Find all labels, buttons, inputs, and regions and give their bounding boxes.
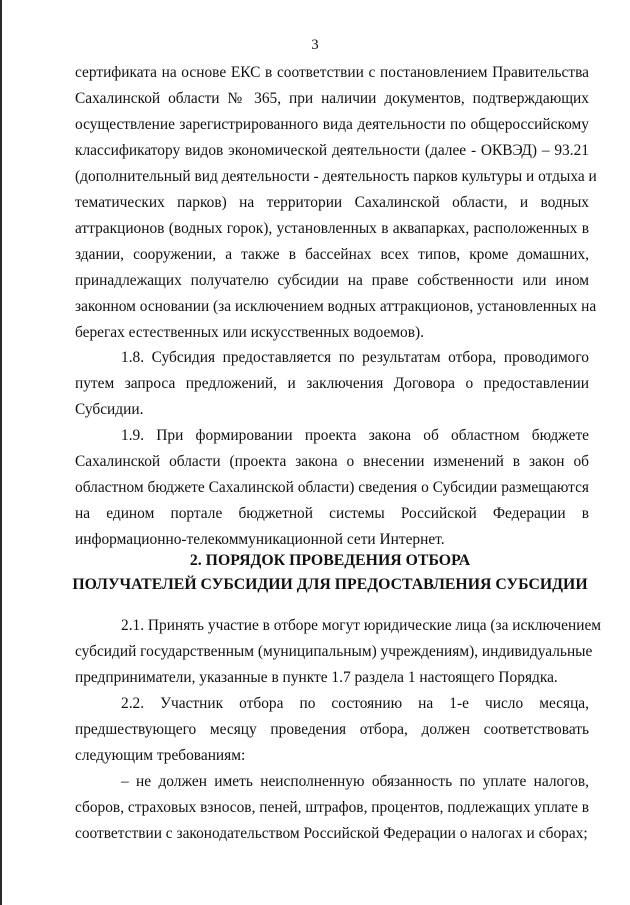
text-line: информационно-телекоммуникационной сети Интернет. <box>75 531 445 548</box>
text-line: тематических парков) на территории Сахалинской области, и водных <box>75 194 589 211</box>
text-line: принадлежащих получателю субсидии на праве собственности или ином <box>75 272 589 289</box>
section-heading-line-2: ПОЛУЧАТЕЛЕЙ СУБСИДИИ ДЛЯ ПРЕДОСТАВЛЕНИЯ СУБСИДИИ <box>72 576 588 593</box>
text-line: сборов, страховых взносов, пеней, штрафов, процентов, подлежащих уплате в <box>75 799 590 816</box>
text-line: Сахалинской области № 365, при наличии документов, подтверждающих <box>75 90 589 107</box>
text-line: субсидий государственным (муниципальным) учреждениям), индивидуальные <box>75 643 593 660</box>
text-line: Сахалинской области (проекта закона о внесении изменений в закон об <box>75 453 589 470</box>
text-line: предприниматели, указанные в пункте 1.7 раздела 1 настоящего Порядка. <box>75 669 558 686</box>
text-line: классификатору видов экономической деятельности (далее - ОКВЭД) – 93.21 <box>75 142 589 159</box>
page-edge-line <box>0 0 2 905</box>
text-line: (дополнительный вид деятельности - деятельность парков культуры и отдыха и <box>75 168 597 185</box>
text-line: 2.1. Принять участие в отборе могут юридические лица (за исключением <box>121 617 602 634</box>
text-line: 1.8. Субсидия предоставляется по результатам отбора, проводимого <box>121 349 589 366</box>
page-number: 3 <box>311 37 319 53</box>
section-heading-line-1: 2. ПОРЯДОК ПРОВЕДЕНИЯ ОТБОРА <box>189 552 471 569</box>
text-line: 2.2. Участник отбора по состоянию на 1-е число месяца, <box>121 695 589 712</box>
text-line: следующим требованиям: <box>75 747 246 764</box>
text-line: путем запроса предложений, и заключения Договора о предоставлении <box>75 375 589 392</box>
text-line: областном бюджете Сахалинской области) сведения о Субсидии размещаются <box>75 479 589 496</box>
text-line: здании, сооружении, а также в бассейнах всех типов, кроме домашних, <box>75 246 589 263</box>
text-line: – не должен иметь неисполненную обязанность по уплате налогов, <box>121 773 589 790</box>
text-line: предшествующего месяцу проведения отбора, должен соответствовать <box>75 721 589 738</box>
text-line: берегах естественных или искусственных водоемов). <box>75 324 424 341</box>
text-line: на едином портале бюджетной системы Российской Федерации в <box>75 505 589 522</box>
text-line: соответствии с законодательством Российской Федерации о налогах и сборах; <box>75 825 588 842</box>
text-line: законном основании (за исключением водных аттракционов, установленных на <box>75 298 597 315</box>
text-line: осуществление зарегистрированного вида деятельности по общероссийскому <box>75 116 589 133</box>
text-line: Субсидии. <box>75 401 144 418</box>
text-line: аттракционов (водных горок), установленных в аквапарках, расположенных в <box>75 220 589 237</box>
text-line: сертификата на основе ЕКС в соответствии с постановлением Правительства <box>75 64 589 81</box>
text-line: 1.9. При формировании проекта закона об областном бюджете <box>121 427 589 444</box>
